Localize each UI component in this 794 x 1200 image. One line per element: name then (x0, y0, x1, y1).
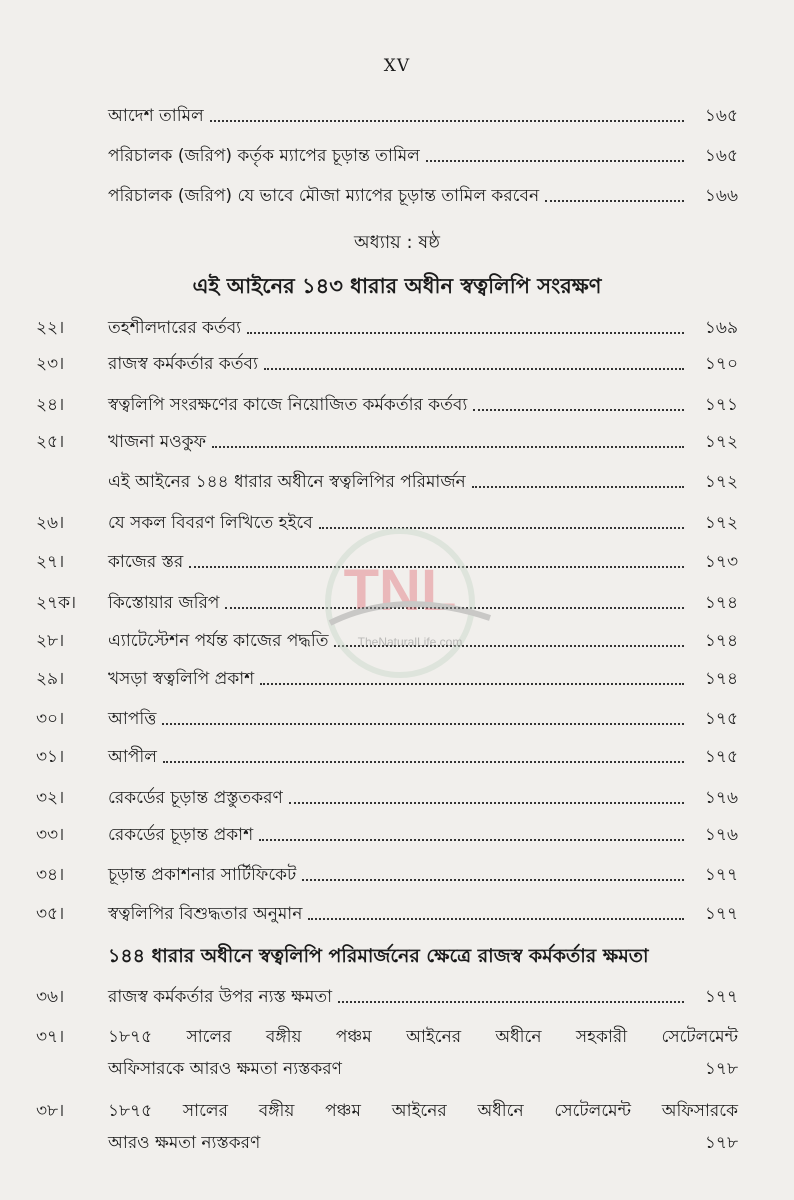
entry-page: ১৭৫ (704, 709, 738, 729)
entry-page: ১৭৮ (704, 1059, 738, 1079)
entry-title: কিস্তোয়ার জরিপ (108, 593, 220, 613)
entry-page: ১৬৬ (704, 186, 738, 206)
toc-entry-multiline (36, 1099, 738, 1123)
entry-number: ৩২। (36, 788, 65, 808)
entry-title: এ্যাটেস্টেশন পর্যন্ত কাজের পদ্ধতি (108, 631, 329, 651)
entry-page: ১৬৯ (704, 318, 738, 338)
toc-entry (36, 863, 738, 887)
section-heading: এই আইনের ১৪৩ ধারার অধীন স্বত্বলিপি সংরক্ষণ (192, 274, 602, 298)
watermark-logo-text: TNL (343, 558, 457, 623)
entry-number: ২৩। (36, 354, 65, 374)
leader-dots (302, 879, 684, 881)
entry-title: এই আইনের ১৪৪ ধারার অধীনে স্বত্বলিপির পরিমার্জন (108, 472, 466, 492)
entry-title: চূড়ান্ত প্রকাশনার সার্টিফিকেট (108, 865, 297, 885)
watermark-site-text: TheNaturalLife.com (357, 635, 463, 649)
entry-page: ১৭৩ (704, 552, 738, 572)
entry-page: ১৭০ (704, 354, 738, 374)
entry-number: ২৪। (36, 395, 65, 415)
entry-page: ১৭১ (704, 395, 738, 415)
leader-dots (338, 1001, 684, 1003)
entry-number: ৩৬। (36, 987, 65, 1007)
entry-number: ২৭। (36, 552, 65, 572)
entry-page: ১৭৭ (704, 865, 738, 885)
entry-page: ১৭৫ (704, 747, 738, 767)
entry-page: ১৭৭ (704, 987, 738, 1007)
toc-entry (36, 430, 738, 454)
leader-dots (163, 761, 684, 763)
chapter-heading: অধ্যায় : ষষ্ঠ (354, 232, 440, 253)
leader-dots (189, 566, 684, 568)
entry-title: রাজস্ব কর্মকর্তার কর্তব্য (108, 354, 258, 374)
leader-dots (225, 607, 684, 609)
toc-entry (36, 550, 738, 574)
entry-title: যে সকল বিবরণ লিখিতে হইবে (108, 513, 313, 533)
entry-title: আপত্তি (108, 709, 157, 729)
toc-entry (36, 667, 738, 691)
leader-dots (266, 1147, 684, 1149)
entry-number: ৩০। (36, 709, 65, 729)
toc-entry (36, 591, 738, 615)
leader-dots (319, 527, 684, 529)
leader-dots (212, 446, 684, 448)
entry-number: ৩৪। (36, 865, 65, 885)
entry-number: ৩৮। (36, 1101, 65, 1121)
toc-entry (108, 184, 738, 208)
leader-dots (162, 723, 684, 725)
entry-page: ১৭২ (704, 472, 738, 492)
leader-dots (426, 160, 684, 162)
toc-entry (36, 823, 738, 847)
leader-dots (210, 120, 684, 122)
entry-title: আদেশ তামিল (108, 106, 204, 126)
entry-title: রাজস্ব কর্মকর্তার উপর ন্যস্ত ক্ষমতা (108, 987, 333, 1007)
toc-entry (36, 629, 738, 653)
entry-page: ১৭৭ (704, 904, 738, 924)
entry-page: ১৭৮ (704, 1133, 738, 1153)
entry-title: পরিচালক (জরিপ) কর্তৃক ম্যাপের চূড়ান্ত তামিল (108, 146, 420, 166)
entry-title: তহশীলদারের কর্তব্য (108, 318, 242, 338)
leader-dots (259, 839, 684, 841)
leader-dots (264, 368, 684, 370)
toc-entry (36, 786, 738, 810)
leader-dots (247, 332, 684, 334)
toc-entry (36, 393, 738, 417)
toc-entry (36, 352, 738, 376)
entry-title-line2: অফিসারকে আরও ক্ষমতা ন্যস্তকরণ (108, 1059, 342, 1079)
entry-number: ২৬। (36, 513, 65, 533)
toc-entry (108, 104, 738, 128)
leader-dots (545, 200, 684, 202)
toc-entry (36, 707, 738, 731)
entry-page: ১৭৪ (704, 669, 738, 689)
entry-page: ১৭৬ (704, 788, 738, 808)
toc-entry (36, 745, 738, 769)
entry-title-line1: ১৮৭৫ সালের বঙ্গীয় পঞ্চম আইনের অধীনে সেটেলমেন্ট অফিসারকে (108, 1101, 738, 1121)
entry-page: ১৭৬ (704, 825, 738, 845)
entry-number: ৩৫। (36, 904, 65, 924)
toc-entry-multiline (36, 1025, 738, 1049)
entry-title: খসড়া স্বত্বলিপি প্রকাশ (108, 669, 255, 689)
entry-title: স্বত্বলিপির বিশুদ্ধতার অনুমান (108, 904, 303, 924)
leader-dots (348, 1073, 684, 1075)
entry-title: খাজনা মওকুফ (108, 432, 207, 452)
page-number: XV (383, 56, 411, 76)
leader-dots (289, 802, 684, 804)
entry-title: কাজের স্তর (108, 552, 184, 572)
entry-title-line2: আরও ক্ষমতা ন্যস্তকরণ (108, 1133, 261, 1153)
entry-page: ১৭২ (704, 432, 738, 452)
entry-page: ১৬৫ (704, 106, 738, 126)
toc-entry (36, 985, 738, 1009)
entry-number: ২৮। (36, 631, 65, 651)
leader-dots (260, 683, 684, 685)
toc-entry-continuation (108, 1057, 738, 1081)
leader-dots (308, 918, 684, 920)
entry-number: ২৫। (36, 432, 65, 452)
toc-entry (36, 902, 738, 926)
toc-entry-continuation (108, 1131, 738, 1155)
entry-title-line1: ১৮৭৫ সালের বঙ্গীয় পঞ্চম আইনের অধীনে সহকারী সেটেলমেন্ট (108, 1027, 738, 1047)
entry-number: ২২। (36, 318, 65, 338)
entry-number: ৩৩। (36, 825, 65, 845)
subsection-heading: ১৪৪ ধারার অধীনে স্বত্বলিপি পরিমার্জনের ক্ষেত্রে রাজস্ব কর্মকর্তার ক্ষমতা (108, 945, 649, 967)
entry-title: আপীল (108, 747, 157, 767)
entry-number: ৩১। (36, 747, 65, 767)
toc-entry (36, 511, 738, 535)
entry-title: রেকর্ডের চূড়ান্ত প্রকাশ (108, 825, 254, 845)
entry-number: ২৯। (36, 669, 65, 689)
entry-number: ৩৭। (36, 1027, 65, 1047)
toc-entry (108, 144, 738, 168)
toc-entry (36, 316, 738, 340)
entry-title: রেকর্ডের চূড়ান্ত প্রস্তুতকরণ (108, 788, 283, 808)
entry-title: পরিচালক (জরিপ) যে ভাবে মৌজা ম্যাপের চূড়ান্ত তামিল করবেন (108, 186, 540, 206)
entry-page: ১৭৪ (704, 593, 738, 613)
entry-number: ২৭ক। (36, 593, 77, 613)
leader-dots (334, 645, 684, 647)
leader-dots (473, 409, 684, 411)
entry-page: ১৬৫ (704, 146, 738, 166)
entry-page: ১৭২ (704, 513, 738, 533)
entry-title: স্বত্বলিপি সংরক্ষণের কাজে নিয়োজিত কর্মকর্তার কর্তব্য (108, 395, 468, 415)
entry-page: ১৭৪ (704, 631, 738, 651)
leader-dots (472, 486, 684, 488)
toc-entry (36, 470, 738, 494)
